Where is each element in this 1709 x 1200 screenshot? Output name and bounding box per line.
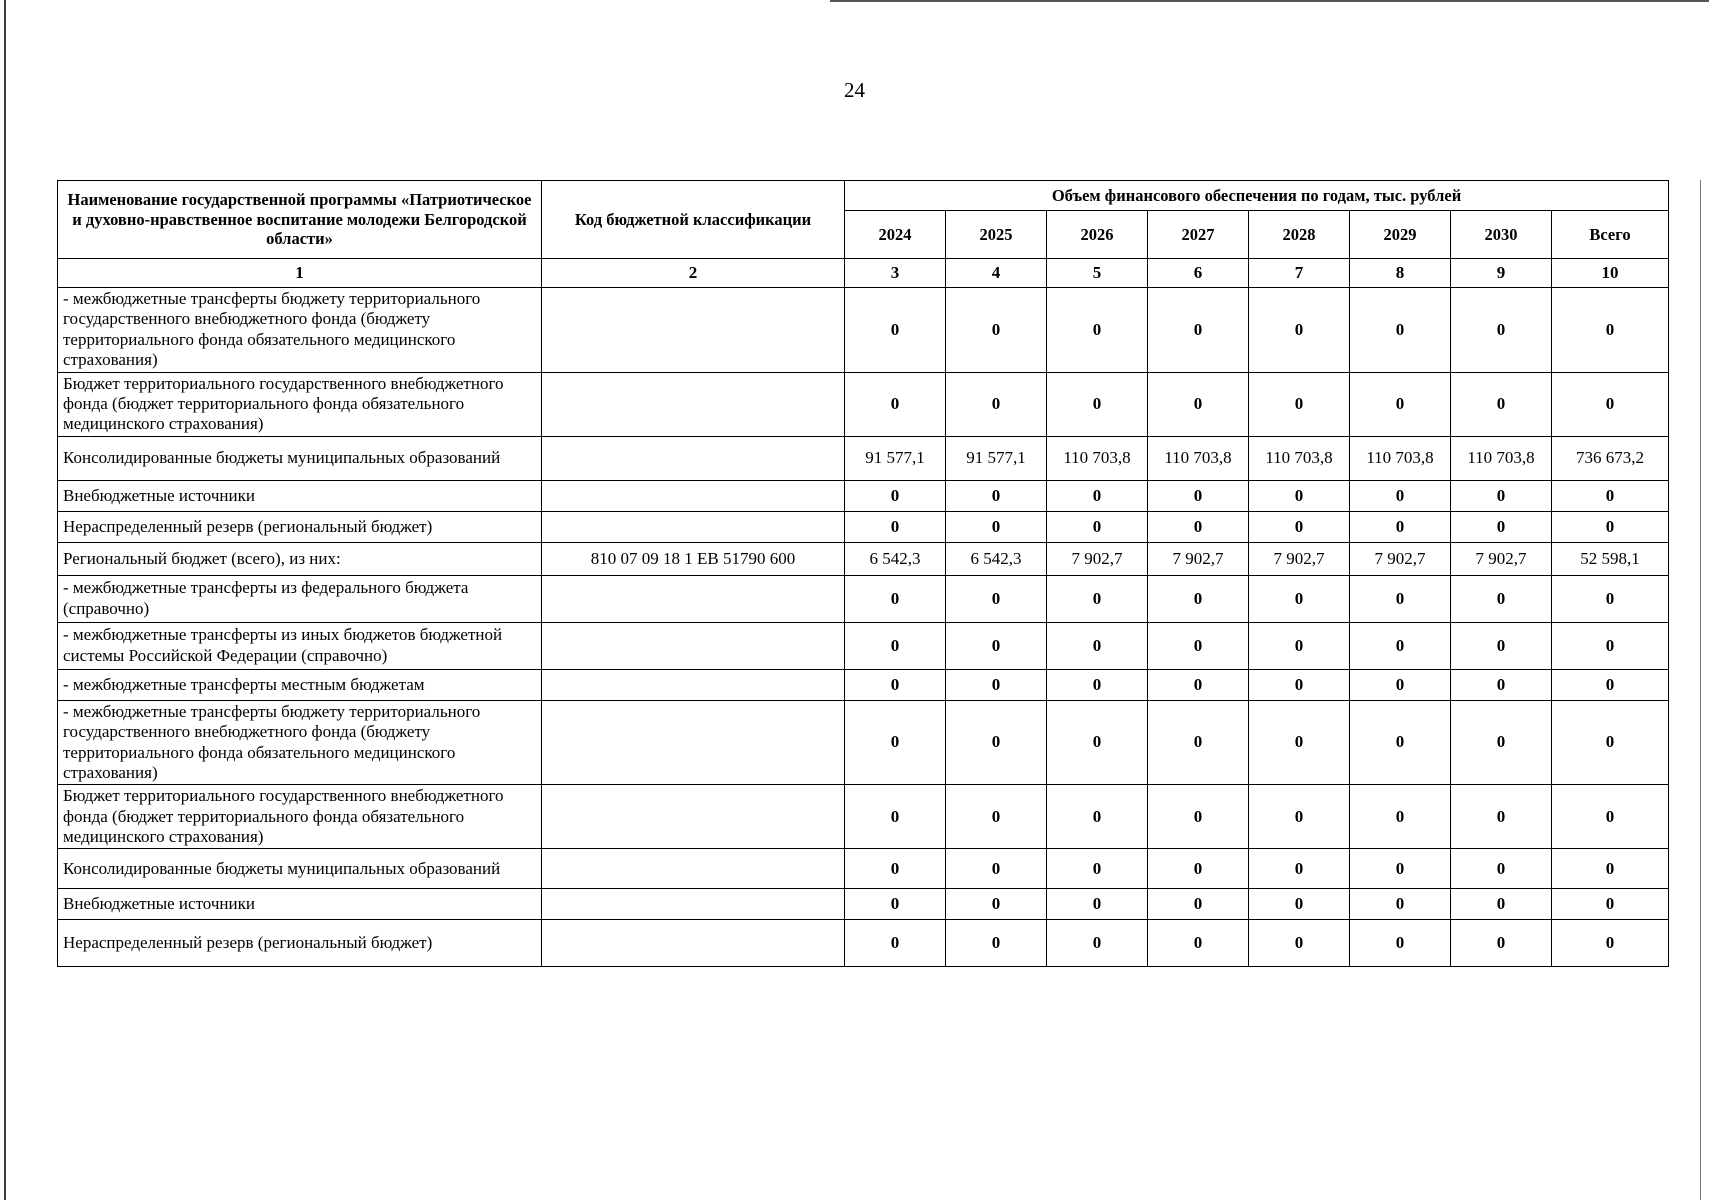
row-year-value: 0 — [1047, 785, 1148, 849]
row-budget-code — [542, 288, 845, 373]
row-budget-code — [542, 575, 845, 622]
row-budget-code — [542, 849, 845, 889]
row-year-value: 0 — [946, 849, 1047, 889]
row-name: Региональный бюджет (всего), из них: — [58, 542, 542, 575]
table-row — [58, 849, 1669, 889]
row-year-value: 0 — [1451, 920, 1552, 967]
row-name: Внебюджетные источники — [58, 480, 542, 511]
row-name: - межбюджетные трансферты из федерального бюджета (справочно) — [58, 575, 542, 622]
row-year-value: 0 — [845, 288, 946, 373]
row-year-value: 110 703,8 — [1047, 436, 1148, 480]
budget-code-header: Код бюджетной классификации — [542, 181, 845, 259]
row-budget-code — [542, 785, 845, 849]
row-year-value: 0 — [1350, 372, 1451, 436]
row-total-value: 52 598,1 — [1552, 542, 1669, 575]
total-header: Всего — [1552, 211, 1669, 259]
column-number: 10 — [1552, 259, 1669, 288]
row-year-value: 0 — [1148, 511, 1249, 542]
scan-edge-left — [4, 0, 6, 1200]
row-year-value: 91 577,1 — [845, 436, 946, 480]
row-year-value: 0 — [1350, 288, 1451, 373]
row-year-value: 0 — [1350, 480, 1451, 511]
column-number-row — [58, 259, 1669, 288]
row-name: Консолидированные бюджеты муниципальных образований — [58, 436, 542, 480]
row-year-value: 0 — [1047, 849, 1148, 889]
row-year-value: 0 — [1148, 785, 1249, 849]
row-year-value: 0 — [845, 700, 946, 785]
row-year-value: 91 577,1 — [946, 436, 1047, 480]
row-name: Бюджет территориального государственного внебюджетного фонда (бюджет территориального фонда обязательного медицинского страхования) — [58, 785, 542, 849]
row-year-value: 0 — [1451, 785, 1552, 849]
row-total-value: 0 — [1552, 785, 1669, 849]
table-row — [58, 436, 1669, 480]
row-year-value: 0 — [1350, 575, 1451, 622]
row-total-value: 0 — [1552, 920, 1669, 967]
row-year-value: 0 — [1047, 920, 1148, 967]
row-budget-code — [542, 436, 845, 480]
row-year-value: 0 — [1350, 785, 1451, 849]
row-year-value: 110 703,8 — [1451, 436, 1552, 480]
row-budget-code — [542, 920, 845, 967]
row-year-value: 0 — [1047, 669, 1148, 700]
row-year-value: 0 — [1451, 511, 1552, 542]
row-year-value: 0 — [1451, 288, 1552, 373]
year-header: 2027 — [1148, 211, 1249, 259]
column-number: 7 — [1249, 259, 1350, 288]
row-year-value: 6 542,3 — [845, 542, 946, 575]
row-year-value: 0 — [946, 889, 1047, 920]
year-header: 2028 — [1249, 211, 1350, 259]
row-name: Бюджет территориального государственного внебюджетного фонда (бюджет территориального фонда обязательного медицинского страхования) — [58, 372, 542, 436]
row-year-value: 0 — [845, 622, 946, 669]
row-year-value: 0 — [1148, 622, 1249, 669]
row-name: Консолидированные бюджеты муниципальных образований — [58, 849, 542, 889]
table-row — [58, 372, 1669, 436]
row-year-value: 110 703,8 — [1350, 436, 1451, 480]
row-year-value: 0 — [1148, 700, 1249, 785]
year-header: 2030 — [1451, 211, 1552, 259]
row-budget-code: 810 07 09 18 1 ЕВ 51790 600 — [542, 542, 845, 575]
row-year-value: 0 — [845, 849, 946, 889]
row-year-value: 0 — [1148, 849, 1249, 889]
row-name: Нераспределенный резерв (региональный бюджет) — [58, 920, 542, 967]
row-year-value: 0 — [1451, 669, 1552, 700]
row-year-value: 0 — [1047, 700, 1148, 785]
row-year-value: 0 — [1451, 849, 1552, 889]
table-row — [58, 669, 1669, 700]
column-number: 9 — [1451, 259, 1552, 288]
funding-table — [57, 180, 1669, 967]
row-year-value: 0 — [845, 511, 946, 542]
row-year-value: 0 — [1047, 889, 1148, 920]
row-budget-code — [542, 511, 845, 542]
scan-edge-right — [1700, 180, 1701, 1200]
row-year-value: 0 — [1249, 575, 1350, 622]
row-year-value: 0 — [1148, 920, 1249, 967]
row-year-value: 0 — [1249, 622, 1350, 669]
row-year-value: 0 — [1350, 669, 1451, 700]
row-name: - межбюджетные трансферты бюджету территориального государственного внебюджетного фонда (бюджету территориального фонда обязательного медицинского страхования) — [58, 700, 542, 785]
row-budget-code — [542, 889, 845, 920]
row-year-value: 0 — [1148, 669, 1249, 700]
row-name: Внебюджетные источники — [58, 889, 542, 920]
row-total-value: 0 — [1552, 372, 1669, 436]
row-year-value: 0 — [1249, 511, 1350, 542]
row-year-value: 7 902,7 — [1148, 542, 1249, 575]
row-total-value: 0 — [1552, 511, 1669, 542]
row-year-value: 0 — [1350, 700, 1451, 785]
row-year-value: 7 902,7 — [1350, 542, 1451, 575]
row-year-value: 0 — [1148, 575, 1249, 622]
row-year-value: 0 — [1047, 480, 1148, 511]
row-year-value: 0 — [946, 700, 1047, 785]
program-name-header: Наименование государственной программы «Патриотическое и духовно-нравственное воспитание молодежи Белгородской области» — [58, 181, 542, 259]
table-row — [58, 542, 1669, 575]
row-name: - межбюджетные трансферты из иных бюджетов бюджетной системы Российской Федерации (справочно) — [58, 622, 542, 669]
row-year-value: 0 — [1350, 511, 1451, 542]
row-name: - межбюджетные трансферты местным бюджетам — [58, 669, 542, 700]
row-year-value: 0 — [1451, 622, 1552, 669]
row-year-value: 0 — [845, 480, 946, 511]
row-total-value: 0 — [1552, 622, 1669, 669]
column-number: 3 — [845, 259, 946, 288]
table-row — [58, 480, 1669, 511]
row-total-value: 0 — [1552, 889, 1669, 920]
row-budget-code — [542, 669, 845, 700]
row-year-value: 0 — [845, 372, 946, 436]
row-year-value: 110 703,8 — [1249, 436, 1350, 480]
funding-title-header: Объем финансового обеспечения по годам, тыс. рублей — [845, 181, 1669, 211]
row-year-value: 0 — [1451, 575, 1552, 622]
row-total-value: 0 — [1552, 288, 1669, 373]
row-year-value: 7 902,7 — [1451, 542, 1552, 575]
row-year-value: 0 — [946, 575, 1047, 622]
row-year-value: 0 — [946, 372, 1047, 436]
row-total-value: 0 — [1552, 480, 1669, 511]
row-year-value: 0 — [1249, 700, 1350, 785]
row-year-value: 0 — [1350, 622, 1451, 669]
year-header: 2026 — [1047, 211, 1148, 259]
row-year-value: 7 902,7 — [1249, 542, 1350, 575]
row-year-value: 0 — [1249, 849, 1350, 889]
row-year-value: 0 — [1047, 622, 1148, 669]
row-budget-code — [542, 480, 845, 511]
row-year-value: 0 — [1249, 288, 1350, 373]
row-year-value: 0 — [946, 622, 1047, 669]
row-total-value: 0 — [1552, 849, 1669, 889]
row-year-value: 0 — [1249, 889, 1350, 920]
table-row — [58, 920, 1669, 967]
table-row — [58, 622, 1669, 669]
row-year-value: 7 902,7 — [1047, 542, 1148, 575]
year-header: 2024 — [845, 211, 946, 259]
column-number: 5 — [1047, 259, 1148, 288]
table-row — [58, 889, 1669, 920]
year-header: 2025 — [946, 211, 1047, 259]
page-number: 24 — [844, 78, 865, 102]
year-header: 2029 — [1350, 211, 1451, 259]
row-name: Нераспределенный резерв (региональный бюджет) — [58, 511, 542, 542]
column-number: 4 — [946, 259, 1047, 288]
row-year-value: 0 — [946, 511, 1047, 542]
row-year-value: 0 — [946, 669, 1047, 700]
row-year-value: 0 — [1148, 480, 1249, 511]
column-number: 2 — [542, 259, 845, 288]
row-total-value: 0 — [1552, 575, 1669, 622]
row-year-value: 0 — [845, 575, 946, 622]
row-year-value: 0 — [946, 480, 1047, 511]
row-year-value: 0 — [1451, 700, 1552, 785]
row-year-value: 0 — [1350, 920, 1451, 967]
row-year-value: 0 — [946, 920, 1047, 967]
column-number: 8 — [1350, 259, 1451, 288]
row-year-value: 0 — [1451, 372, 1552, 436]
row-year-value: 0 — [1249, 669, 1350, 700]
row-year-value: 0 — [1350, 889, 1451, 920]
row-year-value: 0 — [845, 669, 946, 700]
row-year-value: 0 — [1047, 372, 1148, 436]
table-row — [58, 288, 1669, 373]
row-budget-code — [542, 700, 845, 785]
row-year-value: 0 — [1047, 511, 1148, 542]
row-budget-code — [542, 622, 845, 669]
row-year-value: 0 — [1148, 372, 1249, 436]
row-year-value: 0 — [946, 785, 1047, 849]
row-year-value: 0 — [1249, 920, 1350, 967]
row-total-value: 736 673,2 — [1552, 436, 1669, 480]
row-budget-code — [542, 372, 845, 436]
row-year-value: 0 — [845, 920, 946, 967]
row-year-value: 0 — [1249, 480, 1350, 511]
row-year-value: 0 — [1451, 480, 1552, 511]
row-total-value: 0 — [1552, 669, 1669, 700]
table-row — [58, 785, 1669, 849]
row-year-value: 0 — [946, 288, 1047, 373]
table-row — [58, 575, 1669, 622]
row-year-value: 0 — [1249, 785, 1350, 849]
table-row — [58, 700, 1669, 785]
row-year-value: 0 — [1249, 372, 1350, 436]
row-year-value: 0 — [1047, 575, 1148, 622]
row-total-value: 0 — [1552, 700, 1669, 785]
row-year-value: 6 542,3 — [946, 542, 1047, 575]
table-body — [58, 288, 1669, 967]
column-number: 1 — [58, 259, 542, 288]
row-year-value: 0 — [1148, 889, 1249, 920]
row-year-value: 0 — [1047, 288, 1148, 373]
row-year-value: 0 — [1148, 288, 1249, 373]
row-year-value: 0 — [1350, 849, 1451, 889]
row-year-value: 110 703,8 — [1148, 436, 1249, 480]
row-year-value: 0 — [845, 785, 946, 849]
row-name: - межбюджетные трансферты бюджету территориального государственного внебюджетного фонда (бюджету территориального фонда обязательного медицинского страхования) — [58, 288, 542, 373]
row-year-value: 0 — [845, 889, 946, 920]
scan-edge-top — [830, 0, 1709, 2]
row-year-value: 0 — [1451, 889, 1552, 920]
column-number: 6 — [1148, 259, 1249, 288]
table-row — [58, 511, 1669, 542]
